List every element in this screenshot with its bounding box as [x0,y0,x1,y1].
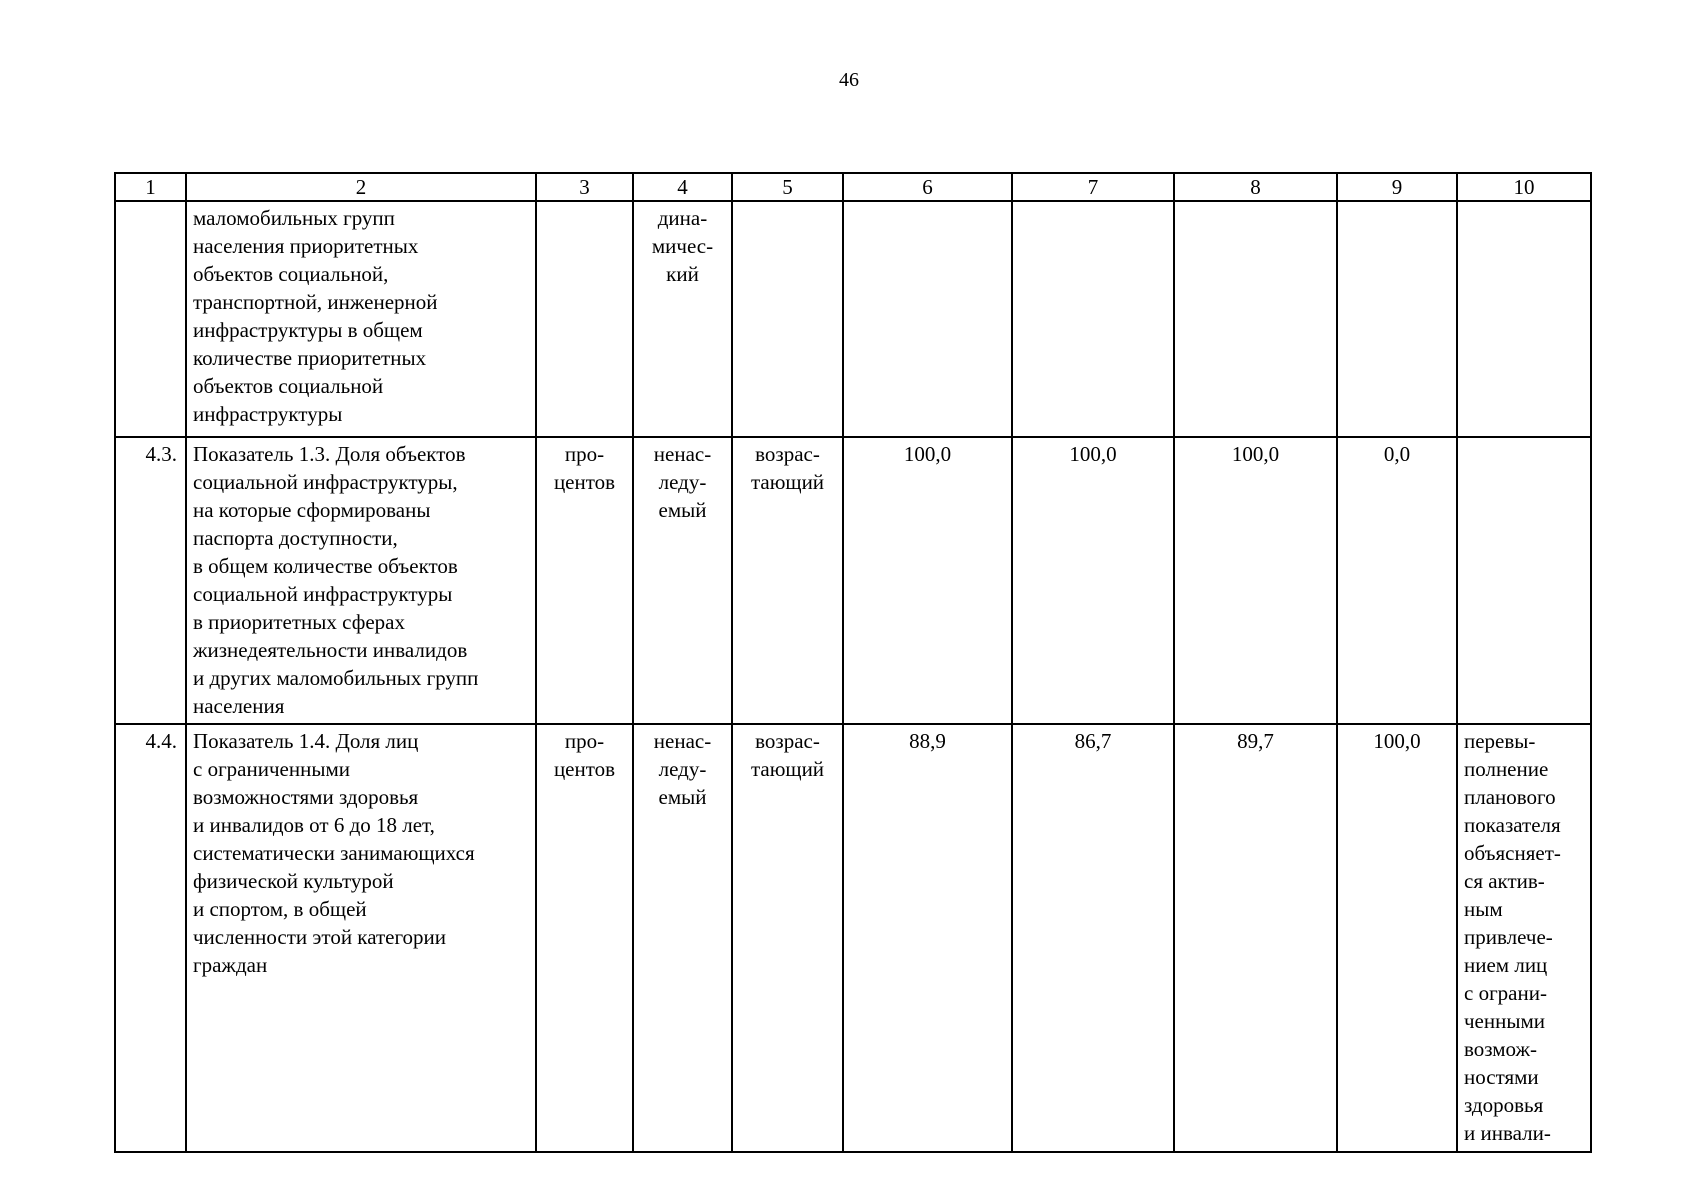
value-cell-7 [1012,201,1174,437]
value-cell-9: 100,0 [1337,724,1457,1152]
row-number-cell [115,201,186,437]
value-cell-8: 100,0 [1174,437,1337,724]
comment-cell [1457,437,1591,724]
value-cell-7: 86,7 [1012,724,1174,1152]
trend-cell: возрас- тающий [732,437,843,724]
value-cell-6 [843,201,1012,437]
table-row [115,201,1591,437]
trend-cell: возрас- тающий [732,724,843,1152]
table-row [115,724,1591,1152]
unit-cell: про- центов [536,437,633,724]
table-header-row [115,173,1591,201]
trend-cell [732,201,843,437]
column-header-10: 10 [1457,173,1591,201]
column-header-4: 4 [633,173,732,201]
unit-cell: про- центов [536,724,633,1152]
value-cell-8 [1174,201,1337,437]
column-header-2: 2 [186,173,536,201]
row-number-cell: 4.4. [115,724,186,1152]
indicator-name-cell: Показатель 1.4. Доля лиц с ограниченными возможностями здоровья и инвалидов от 6 до 18 лет, систематически занимающихся физической культурой и спортом, в общей численности этой категории граждан [186,724,536,1152]
column-header-3: 3 [536,173,633,201]
type-cell: ненас- леду- емый [633,437,732,724]
indicators-table [114,172,1592,1153]
unit-cell [536,201,633,437]
value-cell-9 [1337,201,1457,437]
column-header-1: 1 [115,173,186,201]
table-row [115,437,1591,724]
indicator-name-cell: маломобильных групп населения приоритетных объектов социальной, транспортной, инженерной инфраструктуры в общем количестве приоритетных объектов социальной инфраструктуры [186,201,536,437]
value-cell-8: 89,7 [1174,724,1337,1152]
indicator-name-cell: Показатель 1.3. Доля объектов социальной инфраструктуры, на которые сформированы паспорта доступности, в общем количестве объектов социальной инфраструктуры в приоритетных сферах жизнедеятельности инвалидов и других маломобильных групп населения [186,437,536,724]
comment-cell [1457,201,1591,437]
value-cell-7: 100,0 [1012,437,1174,724]
row-number-cell: 4.3. [115,437,186,724]
type-cell: ненас- леду- емый [633,724,732,1152]
column-header-7: 7 [1012,173,1174,201]
value-cell-6: 100,0 [843,437,1012,724]
type-cell: дина- мичес- кий [633,201,732,437]
page-number: 46 [839,69,859,91]
value-cell-6: 88,9 [843,724,1012,1152]
column-header-6: 6 [843,173,1012,201]
column-header-8: 8 [1174,173,1337,201]
column-header-5: 5 [732,173,843,201]
comment-cell: перевы- полнение планового показателя объясняет- ся актив- ным привлече- нием лиц с ограни- ченными возмож- ностями здоровья и инвали- [1457,724,1591,1152]
value-cell-9: 0,0 [1337,437,1457,724]
column-header-9: 9 [1337,173,1457,201]
